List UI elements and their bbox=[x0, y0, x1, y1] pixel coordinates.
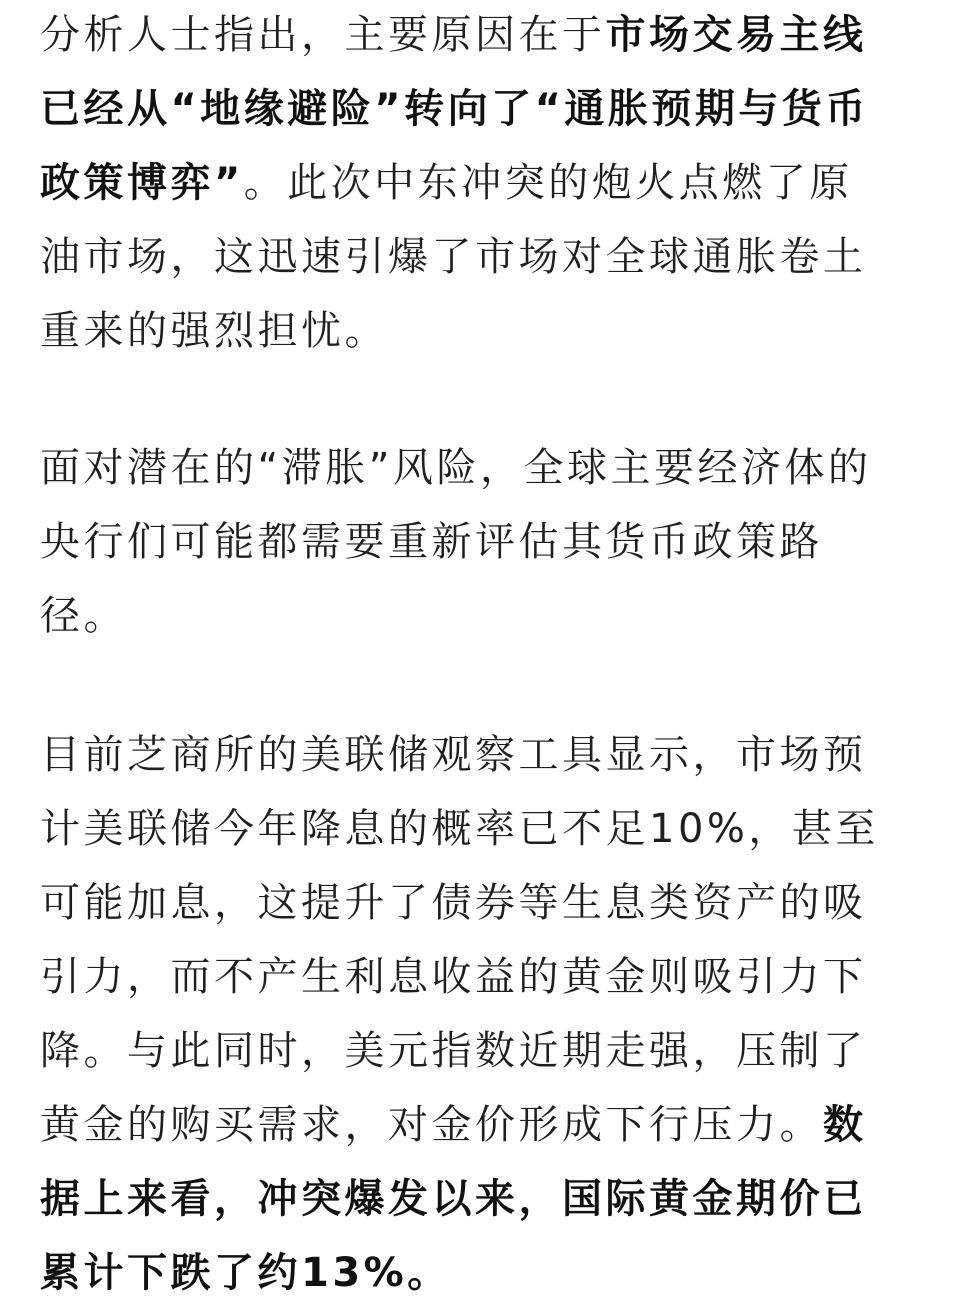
text-run: 油市场，这迅速引爆了市场对全球通胀卷土 bbox=[40, 234, 867, 280]
text-run: 。此次中东冲突的炮火点燃了原 bbox=[243, 160, 853, 206]
text-run: 降。与此同时，美元指数近期走强，压制了 bbox=[40, 1028, 867, 1074]
text-line bbox=[40, 866, 879, 940]
text-line bbox=[40, 0, 869, 72]
text-line bbox=[40, 579, 871, 653]
text-line bbox=[40, 940, 879, 1014]
text-line bbox=[40, 1088, 879, 1162]
text-run-bold: 累计下跌了约13%。 bbox=[40, 1250, 451, 1296]
text-line bbox=[40, 792, 879, 866]
text-run: 可能加息，这提升了债券等生息类资产的吸 bbox=[40, 880, 867, 926]
text-line bbox=[40, 718, 879, 792]
text-line bbox=[40, 1162, 879, 1236]
text-run: 重来的强烈担忧。 bbox=[40, 308, 388, 354]
paragraph-fed-gold bbox=[40, 718, 879, 1310]
paragraph-stagflation bbox=[40, 431, 871, 653]
text-run: 目前芝商所的美联储观察工具显示，市场预 bbox=[40, 732, 867, 778]
text-run-bold: 数 bbox=[823, 1102, 867, 1148]
text-run-bold: 已经从“地缘避险”转向了“通胀预期与货币 bbox=[40, 86, 869, 132]
text-run-bold: 政策博弈” bbox=[40, 160, 244, 206]
paragraph-analysis bbox=[40, 0, 869, 368]
text-run: 黄金的购买需求，对金价形成下行压力。 bbox=[40, 1102, 823, 1148]
text-line bbox=[40, 1014, 879, 1088]
text-line bbox=[40, 220, 869, 294]
text-run-bold: 市场交易主线 bbox=[605, 12, 867, 58]
text-run: 径。 bbox=[40, 593, 127, 639]
text-line bbox=[40, 431, 871, 505]
text-line bbox=[40, 294, 869, 368]
text-run: 计美联储今年降息的概率已不足10%，甚至 bbox=[40, 806, 879, 852]
text-run: 央行们可能都需要重新评估其货币政策路 bbox=[40, 519, 823, 565]
text-run: 面对潜在的“滞胀”风险，全球主要经济体的 bbox=[40, 445, 872, 491]
text-run: 分析人士指出，主要原因在于 bbox=[40, 12, 606, 58]
text-line bbox=[40, 146, 869, 220]
text-line bbox=[40, 1236, 879, 1310]
text-run: 引力，而不产生利息收益的黄金则吸引力下 bbox=[40, 954, 867, 1000]
text-line bbox=[40, 505, 871, 579]
text-run-bold: 据上来看，冲突爆发以来，国际黄金期价已 bbox=[40, 1176, 867, 1222]
text-line bbox=[40, 72, 869, 146]
